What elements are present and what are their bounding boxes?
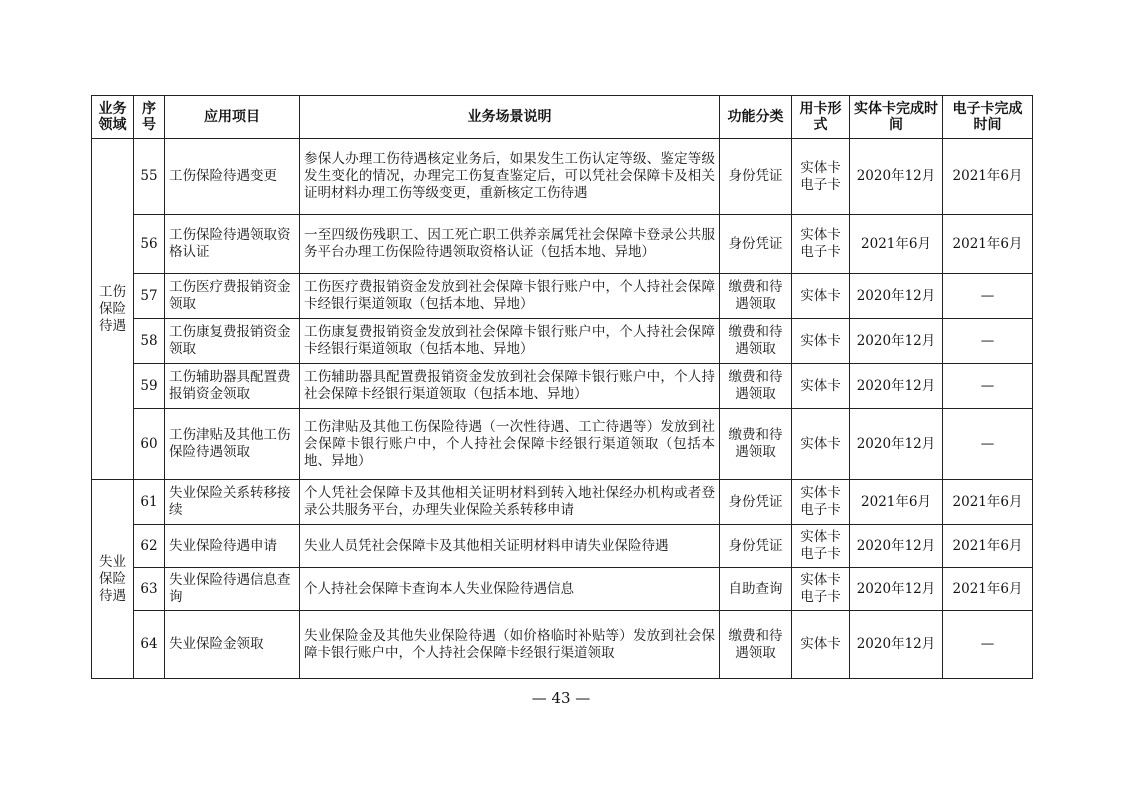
header-item: 应用项目 xyxy=(165,96,300,139)
table-row xyxy=(92,215,1033,274)
physical-time-cell: 2020年12月 xyxy=(850,364,943,409)
domain-cell: 失业保险待遇 xyxy=(92,480,134,679)
card-cell: 实体卡电子卡 xyxy=(792,139,850,215)
card-cell: 实体卡电子卡 xyxy=(792,568,850,611)
table-row xyxy=(92,525,1033,568)
header-desc: 业务场景说明 xyxy=(300,96,720,139)
item-cell: 工伤保险待遇领取资格认证 xyxy=(165,215,300,274)
func-cell: 缴费和待遇领取 xyxy=(720,319,792,364)
header-func: 功能分类 xyxy=(720,96,792,139)
func-cell: 身份凭证 xyxy=(720,525,792,568)
seq-cell: 61 xyxy=(134,480,165,525)
service-table xyxy=(91,95,1033,679)
seq-cell: 59 xyxy=(134,364,165,409)
seq-cell: 55 xyxy=(134,139,165,215)
electronic-time-cell: 2021年6月 xyxy=(943,525,1033,568)
physical-time-cell: 2020年12月 xyxy=(850,139,943,215)
physical-time-cell: 2020年12月 xyxy=(850,568,943,611)
desc-cell: 个人凭社会保障卡及其他相关证明材料到转入地社保经办机构或者登录公共服务平台，办理失业保险关系转移申请 xyxy=(300,480,720,525)
item-cell: 失业保险金领取 xyxy=(165,611,300,679)
item-cell: 失业保险待遇信息查询 xyxy=(165,568,300,611)
physical-time-cell: 2020年12月 xyxy=(850,274,943,319)
seq-cell: 64 xyxy=(134,611,165,679)
card-cell: 实体卡 xyxy=(792,274,850,319)
table-header-row xyxy=(92,96,1033,139)
card-cell: 实体卡 xyxy=(792,611,850,679)
table-row xyxy=(92,364,1033,409)
item-cell: 工伤辅助器具配置费报销资金领取 xyxy=(165,364,300,409)
desc-cell: 工伤康复费报销资金发放到社会保障卡银行账户中，个人持社会保障卡经银行渠道领取（包括本地、异地） xyxy=(300,319,720,364)
page-number: — 43 — xyxy=(531,689,591,707)
table-row xyxy=(92,319,1033,364)
func-cell: 身份凭证 xyxy=(720,480,792,525)
physical-time-cell: 2021年6月 xyxy=(850,215,943,274)
physical-time-cell: 2020年12月 xyxy=(850,525,943,568)
seq-cell: 62 xyxy=(134,525,165,568)
card-cell: 实体卡电子卡 xyxy=(792,215,850,274)
func-cell: 缴费和待遇领取 xyxy=(720,364,792,409)
seq-cell: 63 xyxy=(134,568,165,611)
desc-cell: 工伤医疗费报销资金发放到社会保障卡银行账户中，个人持社会保障卡经银行渠道领取（包括本地、异地） xyxy=(300,274,720,319)
table-row xyxy=(92,409,1033,480)
header-card-form: 用卡形式 xyxy=(792,96,850,139)
item-cell: 失业保险待遇申请 xyxy=(165,525,300,568)
electronic-time-cell: — xyxy=(943,274,1033,319)
desc-cell: 失业保险金及其他失业保险待遇（如价格临时补贴等）发放到社会保障卡银行账户中，个人持社会保障卡经银行渠道领取 xyxy=(300,611,720,679)
item-cell: 工伤医疗费报销资金领取 xyxy=(165,274,300,319)
header-seq: 序号 xyxy=(134,96,165,139)
func-cell: 自助查询 xyxy=(720,568,792,611)
physical-time-cell: 2021年6月 xyxy=(850,480,943,525)
domain-cell: 工伤保险待遇 xyxy=(92,139,134,480)
desc-cell: 参保人办理工伤待遇核定业务后，如果发生工伤认定等级、鉴定等级发生变化的情况，办理完工伤复查鉴定后，可以凭社会保障卡及相关证明材料办理工伤等级变更，重新核定工伤待遇 xyxy=(300,139,720,215)
func-cell: 身份凭证 xyxy=(720,139,792,215)
desc-cell: 个人持社会保障卡查询本人失业保险待遇信息 xyxy=(300,568,720,611)
electronic-time-cell: — xyxy=(943,409,1033,480)
card-cell: 实体卡电子卡 xyxy=(792,480,850,525)
desc-cell: 失业人员凭社会保障卡及其他相关证明材料申请失业保险待遇 xyxy=(300,525,720,568)
seq-cell: 56 xyxy=(134,215,165,274)
table-row xyxy=(92,568,1033,611)
table-row xyxy=(92,611,1033,679)
seq-cell: 58 xyxy=(134,319,165,364)
card-cell: 实体卡 xyxy=(792,364,850,409)
header-electronic-time: 电子卡完成时间 xyxy=(943,96,1033,139)
electronic-time-cell: 2021年6月 xyxy=(943,480,1033,525)
desc-cell: 一至四级伤残职工、因工死亡职工供养亲属凭社会保障卡登录公共服务平台办理工伤保险待遇领取资格认证（包括本地、异地） xyxy=(300,215,720,274)
electronic-time-cell: 2021年6月 xyxy=(943,568,1033,611)
electronic-time-cell: — xyxy=(943,611,1033,679)
card-cell: 实体卡 xyxy=(792,319,850,364)
electronic-time-cell: 2021年6月 xyxy=(943,215,1033,274)
desc-cell: 工伤辅助器具配置费报销资金发放到社会保障卡银行账户中，个人持社会保障卡经银行渠道领取（包括本地、异地） xyxy=(300,364,720,409)
seq-cell: 60 xyxy=(134,409,165,480)
table-row xyxy=(92,139,1033,215)
physical-time-cell: 2020年12月 xyxy=(850,611,943,679)
header-physical-time: 实体卡完成时间 xyxy=(850,96,943,139)
header-domain: 业务领域 xyxy=(92,96,134,139)
card-cell: 实体卡 xyxy=(792,409,850,480)
seq-cell: 57 xyxy=(134,274,165,319)
table-row xyxy=(92,274,1033,319)
electronic-time-cell: 2021年6月 xyxy=(943,139,1033,215)
item-cell: 工伤康复费报销资金领取 xyxy=(165,319,300,364)
desc-cell: 工伤津贴及其他工伤保险待遇（一次性待遇、工亡待遇等）发放到社会保障卡银行账户中，个人持社会保障卡经银行渠道领取（包括本地、异地） xyxy=(300,409,720,480)
table-row xyxy=(92,480,1033,525)
electronic-time-cell: — xyxy=(943,319,1033,364)
electronic-time-cell: — xyxy=(943,364,1033,409)
func-cell: 缴费和待遇领取 xyxy=(720,274,792,319)
card-cell: 实体卡电子卡 xyxy=(792,525,850,568)
item-cell: 工伤津贴及其他工伤保险待遇领取 xyxy=(165,409,300,480)
item-cell: 工伤保险待遇变更 xyxy=(165,139,300,215)
func-cell: 缴费和待遇领取 xyxy=(720,409,792,480)
physical-time-cell: 2020年12月 xyxy=(850,409,943,480)
item-cell: 失业保险关系转移接续 xyxy=(165,480,300,525)
func-cell: 身份凭证 xyxy=(720,215,792,274)
physical-time-cell: 2020年12月 xyxy=(850,319,943,364)
func-cell: 缴费和待遇领取 xyxy=(720,611,792,679)
